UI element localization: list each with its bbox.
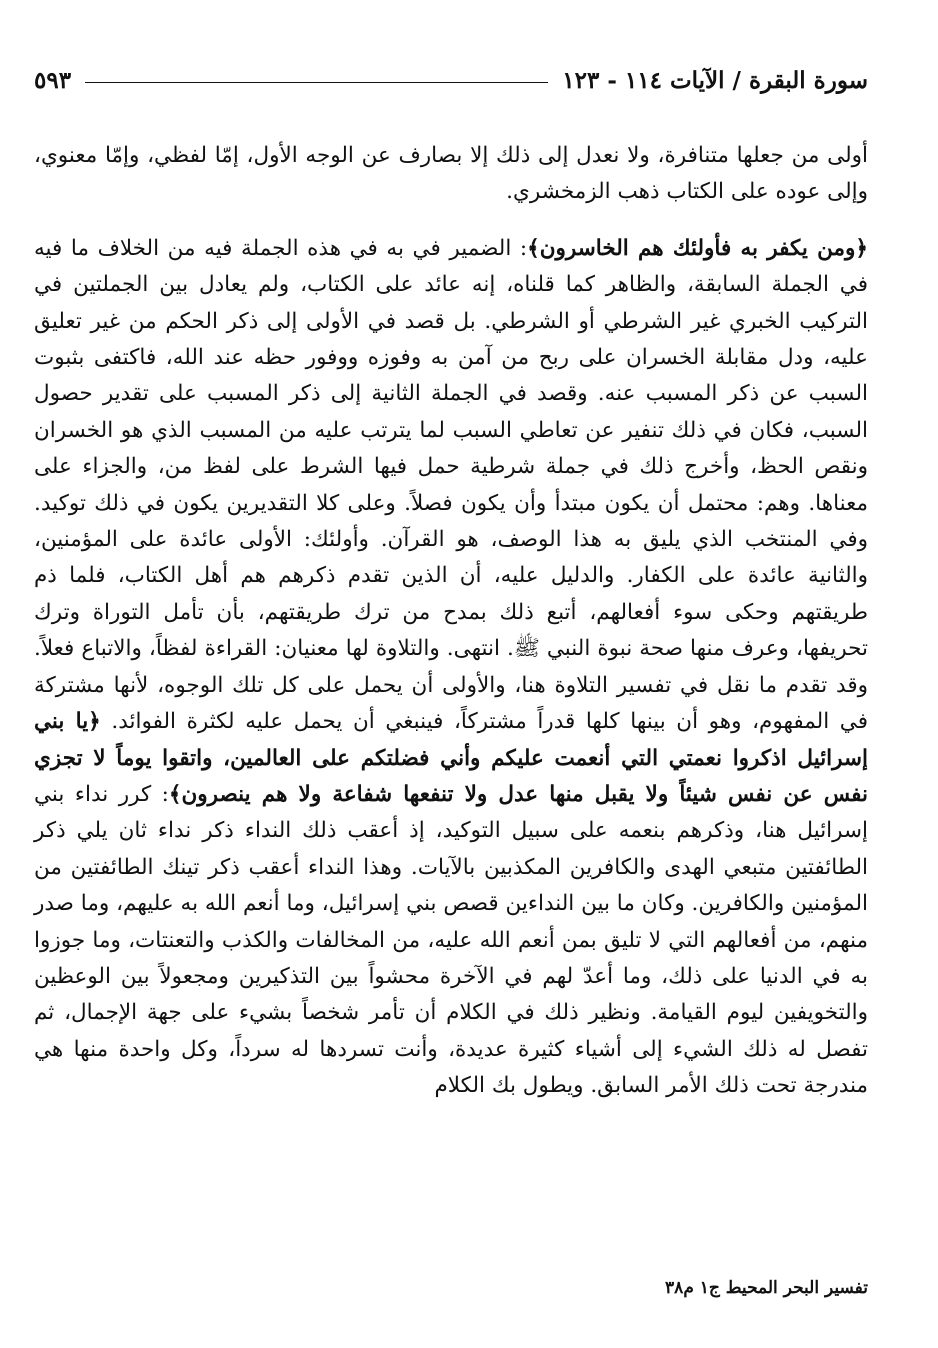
page-number: ٥٩٣ — [34, 66, 72, 94]
signature-mark: تفسير البحر المحيط ج١ م٣٨ — [665, 1278, 868, 1298]
quran-verse: ﴿ومن يكفر به فأولئك هم الخاسرون﴾ — [527, 235, 868, 261]
quran-verse: ﴿يا بني إسرائيل اذكروا نعمتي التي أنعمت عليكم وأني فضلتكم على العالمين، واتقوا يوماً لا تجزي نفس عن نفس شيئاً ولا يقبل منها عدل ولا تنفعها شفاعة ولا هم ينصرون﴾ — [34, 709, 868, 807]
paragraph-gap — [34, 211, 868, 231]
body-text — [34, 138, 868, 1105]
paragraph: أولى من جعلها متنافرة، ولا نعدل إلى ذلك إلا بصارف عن الوجه الأول، إمّا لفظي، وإمّا معنوي، وإلى عوده على الكتاب ذهب الزمخشري. — [34, 143, 868, 205]
book-page — [34, 50, 868, 1310]
chapter-title: سورة البقرة / الآيات ١١٤ - ١٢٣ — [562, 66, 868, 94]
commentary-text: : كرر نداء بني إسرائيل هنا، وذكرهم بنعمه على سبيل التوكيد، إذ أعقب ذلك النداء ذكر نداء ثان يلي ذكر الطائفتين متبعي الهدى والكافرين المكذبين بالآيات. وهذا النداء أعقب ذكر تينك الطائفتين من المؤمنين والكافرين. وكان ما بين النداءين قصص بني إسرائيل، وما أنعم الله به عليهم، وما صدر منهم، من أفعالهم التي لا تليق بمن أنعم الله عليه، من المخالفات والكذب والتعنتات، وما جوزوا به في الدنيا على ذلك، وما أعدّ لهم في الآخرة محشواً بين التذكيرين ومجعولاً بين الوعظين والتخويفين ليوم القيامة. ونظير ذلك في الكلام أن تأمر شخصاً بشيء على جهة الإجمال، ثم تفصل له ذلك الشيء إلى أشياء كثيرة عديدة، وأنت تسردها له سرداً، وكل واحدة منها هي مندرجة تحت ذلك الأمر السابق. ويطول بك الكلام — [34, 781, 868, 1099]
header-rule — [85, 82, 548, 83]
commentary-text: : الضمير في به في هذه الجملة فيه من الخلاف ما فيه في الجملة السابقة، والظاهر كما قلناه، إنه عائد على الكتاب، ولم يعادل بين الجملتين في التركيب الخبري غير الشرطي أو الشرطي. بل قصد في الأولى إلى ذكر الحكم من غير تعليق عليه، ودل مقابلة الخسران على ربح من آمن به وفوزه ووفور حظه عند الله، فاكتفى بثبوت السبب عن ذكر المسبب عنه. وقصد في الجملة الثانية إلى ذكر المسبب على تقدير حصول السبب، فكان في ذلك تنفير عن تعاطي السبب لما يترتب عليه من المسبب الذي هو الخسران ونقص الحظ، وأخرج ذلك في جملة شرطية حمل فيها الشرط على لفظ من، والجزاء على معناها. وهم: محتمل أن يكون مبتدأ وأن يكون فصلاً. وعلى كلا التقديرين يكون في ذلك توكيد. وفي المنتخب الذي يليق به هذا الوصف، هو القرآن. وأولئك: الأولى عائدة على المؤمنين، والثانية عائدة على الكفار. والدليل عليه، أن الذين تقدم ذكرهم هم أهل الكتاب، فلما ذم طريقتهم وحكى سوء أفعالهم، أتبع ذلك بمدح من ترك طريقتهم، بأن تأمل التوراة وترك تحريفها، وعرف منها صحة نبوة النبي ﷺ. انتهى. والتلاوة لها معنيان: القراءة لفظاً، والاتباع فعلاً. وقد تقدم ما نقل في تفسير التلاوة هنا، والأولى أن يحمل على كل تلك الوجوه، لأنها مشتركة في المفهوم، وهو أن بينها كلها قدراً مشتركاً، فينبغي أن يحمل عليه لكثرة الفوائد. — [34, 235, 868, 735]
running-head — [34, 60, 868, 100]
paragraph — [34, 231, 868, 1105]
